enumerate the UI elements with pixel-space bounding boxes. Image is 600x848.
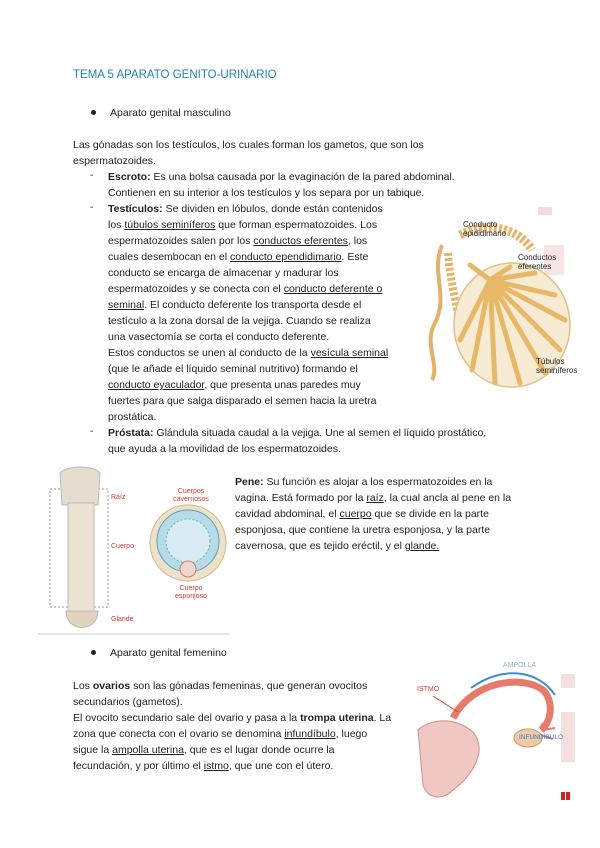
prostata-term: Próstata: bbox=[108, 427, 154, 439]
watermark-shape bbox=[538, 207, 552, 215]
pene-paragraph bbox=[235, 474, 535, 554]
text: (que le añade el líquido seminal nutritivo) formando el bbox=[108, 363, 358, 375]
term-raiz: raíz bbox=[366, 492, 384, 504]
figure-baseline bbox=[38, 633, 230, 635]
text: sigue la bbox=[73, 744, 113, 756]
penis-glans bbox=[66, 611, 98, 628]
text: , los bbox=[347, 235, 368, 247]
page-title: TEMA 5 APARATO GENITO-URINARIO bbox=[73, 69, 277, 81]
term-seminal: seminal bbox=[108, 299, 145, 311]
logo-mark bbox=[561, 792, 565, 800]
corpus-spongiosum bbox=[180, 561, 196, 577]
text: . Este bbox=[341, 251, 369, 263]
escroto-text: Contienen en su interior a los testículos y los separa por un tabique. bbox=[108, 187, 425, 199]
label-ampolla: AMPOLLA bbox=[503, 662, 537, 669]
text: los bbox=[108, 219, 125, 231]
text: espermatozoides salen por los bbox=[108, 235, 254, 247]
term-vesicula: vesícula seminal bbox=[310, 347, 389, 359]
bullet-female-label: Aparato genital femenino bbox=[110, 647, 227, 659]
intro-line: Las gónadas son los testículos, los cuales forman los gametos, que son los bbox=[73, 139, 424, 151]
text: esponjosa, que contiene la uretra esponjosa, y la parte bbox=[235, 524, 491, 536]
text: son las gónadas femeninas, que generan ovocitos bbox=[130, 680, 368, 692]
text: Estos conductos se unen al conducto de la bbox=[108, 347, 311, 359]
intro-paragraph bbox=[73, 137, 523, 169]
text: . La bbox=[373, 712, 392, 724]
penis-root bbox=[60, 467, 100, 505]
label-conductos-eferentes: Conductos eferentes bbox=[518, 253, 557, 271]
term-infundibulo: infundíbulo bbox=[284, 728, 336, 740]
intro-line: espermatozoides. bbox=[73, 155, 156, 167]
term-deferente: conducto deferente o bbox=[283, 283, 383, 295]
label-infundibulo: INFUNDÍBULO bbox=[519, 734, 564, 741]
term-ependidimario: conducto ependidimario bbox=[230, 251, 342, 263]
label-cuerpos-cavernosos: Cuerpos cavernosos bbox=[173, 488, 209, 503]
bullet-male-label: Aparato genital masculino bbox=[110, 107, 231, 119]
term-eyaculador: conducto eyaculador bbox=[108, 379, 205, 391]
label-istmo: ISTMO bbox=[417, 686, 440, 693]
text: Se dividen en lóbulos, donde están contenidos bbox=[162, 203, 383, 215]
istmo-pointer bbox=[433, 696, 458, 712]
pene-term: Pene: bbox=[235, 476, 264, 488]
text: Los bbox=[73, 680, 93, 692]
prostata-paragraph bbox=[108, 425, 528, 457]
text: conducto se encarga de almacenar y madurar los bbox=[108, 267, 339, 279]
dash-marker: - bbox=[90, 201, 94, 213]
text: cavernosa, que es tejido eréctil, y el bbox=[235, 540, 405, 552]
text: espermatozoides y se conecta con el bbox=[108, 283, 284, 295]
logo-mark bbox=[566, 792, 570, 800]
text: , luego bbox=[335, 728, 368, 740]
escroto-text: Es una bolsa causada por la evaginación de la pared abdominal. bbox=[150, 171, 455, 183]
testis-illustration bbox=[420, 205, 580, 395]
testiculos-term: Testículos: bbox=[108, 203, 163, 215]
term-eferentes: conductos eferentes bbox=[253, 235, 348, 247]
text: , que presenta unas paredes muy bbox=[204, 379, 361, 391]
penis-illustration bbox=[38, 465, 230, 637]
text: prostática. bbox=[108, 411, 157, 423]
text: , que es el lugar donde ocurre la bbox=[183, 744, 335, 756]
text: que ayuda a la movilidad de los espermatozoides. bbox=[108, 443, 341, 455]
bullet-dot bbox=[91, 650, 96, 655]
text: cuales desembocan en el bbox=[108, 251, 230, 263]
uterus-body bbox=[418, 721, 479, 797]
vas-deferens bbox=[431, 245, 442, 380]
bullet-dot bbox=[91, 110, 96, 115]
text: zona que conecta con el ovario se denomina bbox=[73, 728, 285, 740]
penis-shaft bbox=[68, 503, 94, 611]
escroto-term: Escroto: bbox=[108, 171, 151, 183]
label-glande: Glande bbox=[111, 616, 134, 623]
uterus-illustration bbox=[413, 660, 585, 810]
cavernosum-inner bbox=[166, 519, 210, 563]
text: , que une con el útero. bbox=[228, 760, 334, 772]
uterine-tube bbox=[453, 682, 550, 730]
term-tubulos: túbulos seminíferos bbox=[124, 219, 216, 231]
term-ovarios: ovarios bbox=[92, 680, 131, 692]
label-cuerpo-esponjoso: Cuerpo esponjoso bbox=[175, 585, 207, 600]
term-trompa: trompa uterina bbox=[300, 712, 374, 724]
term-glande: glande. bbox=[404, 540, 440, 552]
dash-marker: - bbox=[90, 169, 94, 181]
text: una vasectomía se corta el conducto deferente. bbox=[108, 331, 330, 343]
text: secundarios (gametos). bbox=[73, 696, 183, 708]
term-ampolla: ampolla uterina bbox=[112, 744, 184, 756]
bullet-male bbox=[91, 107, 231, 119]
escroto-paragraph bbox=[108, 169, 528, 201]
text: cavidad abdominal, el bbox=[235, 508, 340, 520]
label-conducto-epididimario: Conducto epididimario bbox=[463, 220, 507, 238]
text: fuertes para que salga disparado el semen hacia la uretra bbox=[108, 395, 377, 407]
label-tubulos-seminiferos: Túbulos seminíferos bbox=[536, 357, 578, 375]
testiculos-paragraph bbox=[108, 201, 418, 425]
watermark-shape bbox=[561, 712, 575, 762]
dash-marker: - bbox=[90, 425, 94, 437]
bullet-female bbox=[91, 647, 227, 659]
text: El ovocito secundario sale del ovario y pasa a la bbox=[73, 712, 301, 724]
text: testículo a la zona dorsal de la vejiga. Cuando se realiza bbox=[108, 315, 371, 327]
watermark-shape bbox=[561, 674, 575, 688]
text: Glándula situada caudal a la vejiga. Une al semen el líquido prostático, bbox=[153, 427, 487, 439]
term-istmo: istmo bbox=[203, 760, 229, 772]
text: vagina. Está formado por la bbox=[235, 492, 367, 504]
label-raiz: Raíz bbox=[111, 494, 126, 501]
ovarios-paragraph bbox=[73, 678, 413, 774]
label-cuerpo: Cuerpo bbox=[111, 543, 134, 550]
text: que se divide en la parte bbox=[371, 508, 489, 520]
text: fecundación, y por último el bbox=[73, 760, 204, 772]
text: que forman espermatozoides. Los bbox=[215, 219, 378, 231]
text: , la cual ancla al pene en la bbox=[383, 492, 512, 504]
text: Su función es alojar a los espermatozoides en la bbox=[263, 476, 493, 488]
text: . El conducto deferente los transporta desde el bbox=[144, 299, 362, 311]
term-cuerpo: cuerpo bbox=[339, 508, 372, 520]
